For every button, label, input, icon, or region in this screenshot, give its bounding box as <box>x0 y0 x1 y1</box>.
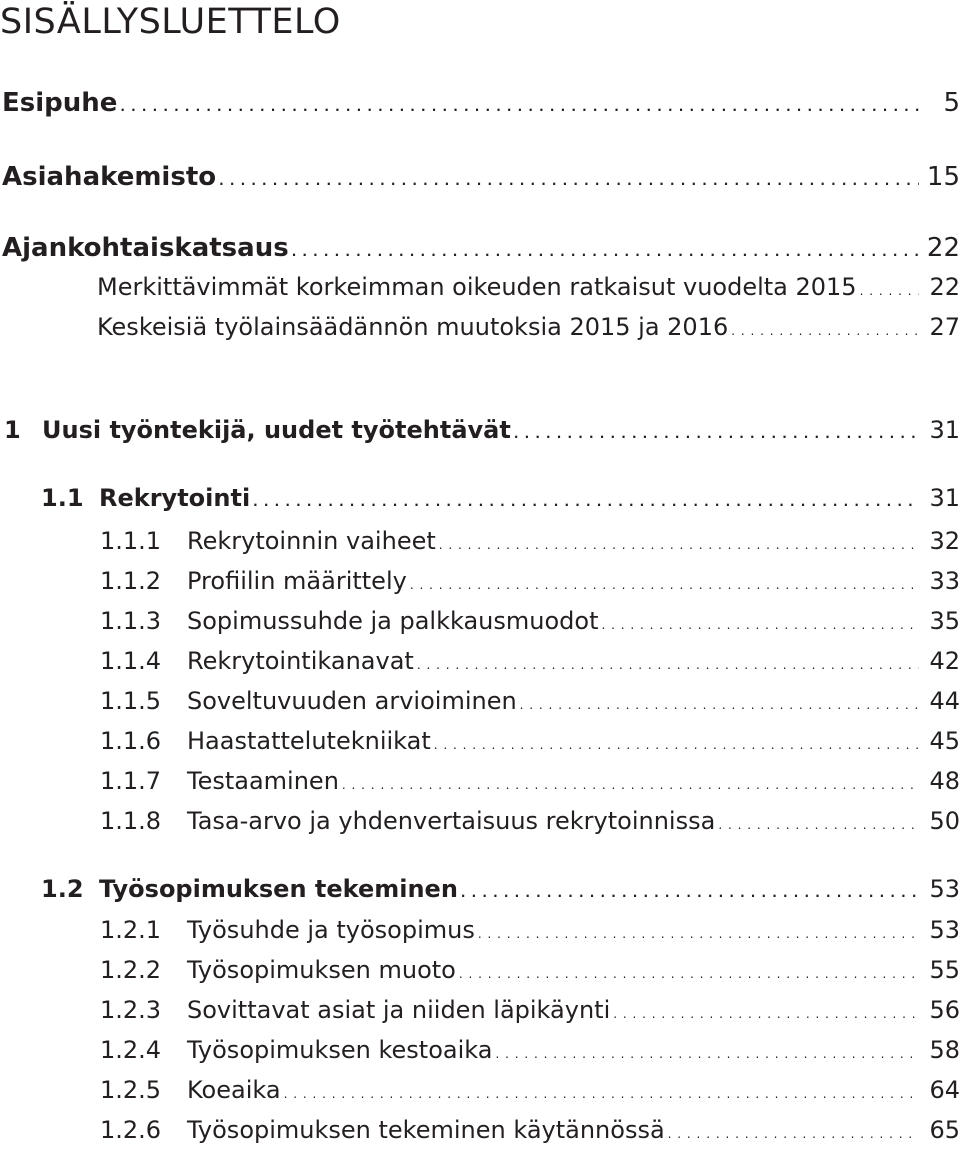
toc-entry-title: Sovittavat asiat ja niiden läpikäynti <box>187 996 611 1024</box>
toc-leader <box>718 818 919 832</box>
toc-entry-page: 45 <box>929 727 960 755</box>
toc-leader <box>478 927 919 941</box>
toc-entry-number: 1.1.7 <box>100 767 162 795</box>
toc-entry-number: 1.2.4 <box>100 1036 162 1064</box>
toc-entry-title: Esipuhe <box>2 88 118 118</box>
toc-leader <box>668 1127 919 1141</box>
toc-entry-number: 1.2.5 <box>100 1076 162 1104</box>
toc-leader <box>434 738 919 752</box>
toc-entry-number: 1.2.3 <box>100 996 162 1024</box>
toc-entry-page: 65 <box>929 1116 960 1144</box>
toc-entry-page: 56 <box>929 996 960 1024</box>
toc-entry-title: Työsopimuksen muoto <box>187 956 456 984</box>
toc-entry[interactable] <box>97 313 960 347</box>
toc-entry-page: 5 <box>943 88 960 118</box>
toc-entry-page: 15 <box>926 162 960 192</box>
toc-leader <box>253 495 919 509</box>
toc-subsection[interactable] <box>100 1036 960 1070</box>
toc-leader <box>120 100 919 114</box>
toc-entry-title: Rekrytoinnin vaiheet <box>187 527 436 555</box>
toc-leader <box>284 1087 919 1101</box>
toc-entry-page: 32 <box>929 527 960 555</box>
toc-leader <box>342 778 919 792</box>
toc-entry-number: 1 <box>4 416 21 444</box>
page-title: SISÄLLYSLUETTELO <box>0 2 341 42</box>
toc-entry-page: 53 <box>929 916 960 944</box>
toc-entry-number: 1.1.8 <box>100 807 162 835</box>
toc-entry-page: 31 <box>929 416 960 444</box>
toc-entry-page: 58 <box>929 1036 960 1064</box>
toc-subsection[interactable] <box>100 807 960 841</box>
toc-entry-page: 31 <box>929 484 960 512</box>
toc-subsection[interactable] <box>100 1116 960 1150</box>
toc-entry-title: Tasa-arvo ja yhdenvertaisuus rekrytoinnissa <box>187 807 716 835</box>
toc-entry-page: 42 <box>929 647 960 675</box>
toc-section[interactable] <box>41 875 960 909</box>
toc-entry[interactable] <box>2 88 960 122</box>
toc-entry-number: 1.1.1 <box>100 527 162 555</box>
toc-entry-title: Työsopimuksen tekeminen <box>99 875 458 903</box>
toc-entry-page: 48 <box>929 767 960 795</box>
toc-leader <box>613 1007 919 1021</box>
toc-leader <box>461 886 919 900</box>
toc-leader <box>601 618 919 632</box>
toc-entry-title: Merkittävimmät korkeimman oikeuden ratkaisut vuodelta 2015 <box>97 273 857 301</box>
toc-entry-number: 1.1.3 <box>100 607 162 635</box>
toc-entry-title: Testaaminen <box>187 767 339 795</box>
toc-entry[interactable] <box>2 162 960 196</box>
toc-subsection[interactable] <box>100 567 960 601</box>
toc-subsection[interactable] <box>100 727 960 761</box>
toc-subsection[interactable] <box>100 607 960 641</box>
toc-leader <box>495 1047 919 1061</box>
toc-entry-title: Koeaika <box>187 1076 281 1104</box>
toc-subsection[interactable] <box>100 767 960 801</box>
toc-entry-title: Asiahakemisto <box>2 162 217 192</box>
toc-leader <box>439 538 919 552</box>
toc-subsection[interactable] <box>100 687 960 721</box>
toc-entry-title: Sopimussuhde ja palkkausmuodot <box>187 607 599 635</box>
toc-entry-page: 50 <box>929 807 960 835</box>
toc-chapter[interactable] <box>4 416 960 450</box>
toc-subsection[interactable] <box>100 916 960 950</box>
toc-entry-page: 27 <box>929 313 960 341</box>
toc-entry-number: 1.1.2 <box>100 567 162 595</box>
toc-entry-number: 1.1.6 <box>100 727 162 755</box>
toc-subsection[interactable] <box>100 956 960 990</box>
toc-entry-title: Profiilin määrittely <box>187 567 407 595</box>
toc-leader <box>219 174 919 188</box>
toc-entry[interactable] <box>2 233 960 267</box>
toc-entry-title: Työsopimuksen tekeminen käytännössä <box>187 1116 665 1144</box>
toc-entry-number: 1.2.1 <box>100 916 162 944</box>
toc-leader <box>731 324 919 338</box>
toc-entry-page: 44 <box>929 687 960 715</box>
toc-subsection[interactable] <box>100 647 960 681</box>
toc-leader <box>410 578 919 592</box>
toc-entry-title: Ajankohtaiskatsaus <box>2 233 289 263</box>
toc-leader <box>860 284 919 298</box>
toc-leader <box>520 698 919 712</box>
toc-entry-title: Soveltuvuuden arvioiminen <box>187 687 517 715</box>
toc-leader <box>417 658 919 672</box>
toc-entry-page: 22 <box>926 233 960 263</box>
toc-entry-page: 53 <box>929 875 960 903</box>
toc-entry-title: Työsuhde ja työsopimus <box>187 916 475 944</box>
toc-subsection[interactable] <box>100 527 960 561</box>
toc-entry-title: Rekrytointikanavat <box>187 647 414 675</box>
toc-entry-title: Työsopimuksen kestoaika <box>187 1036 493 1064</box>
toc-entry-number: 1.1.4 <box>100 647 162 675</box>
toc-leader <box>514 427 919 441</box>
toc-entry-page: 64 <box>929 1076 960 1104</box>
toc-entry-page: 55 <box>929 956 960 984</box>
toc-entry-title: Haastattelutekniikat <box>187 727 431 755</box>
toc-entry-number: 1.2.2 <box>100 956 162 984</box>
toc-entry-number: 1.2.6 <box>100 1116 162 1144</box>
toc-entry-title: Rekrytointi <box>99 484 251 512</box>
toc-entry-number: 1.1 <box>41 484 84 512</box>
toc-entry-page: 33 <box>929 567 960 595</box>
toc-entry[interactable] <box>97 273 960 307</box>
toc-leader <box>459 967 919 981</box>
toc-subsection[interactable] <box>100 1076 960 1110</box>
toc-section[interactable] <box>41 484 960 518</box>
toc-entry-title: Keskeisiä työlainsäädännön muutoksia 2015 ja 2016 <box>97 313 729 341</box>
toc-entry-number: 1.2 <box>41 875 84 903</box>
toc-entry-number: 1.1.5 <box>100 687 162 715</box>
toc-entry-page: 35 <box>929 607 960 635</box>
toc-entry-title: Uusi työntekijä, uudet työtehtävät <box>42 416 511 444</box>
toc-entry-page: 22 <box>929 273 960 301</box>
toc-leader <box>292 245 919 259</box>
toc-subsection[interactable] <box>100 996 960 1030</box>
